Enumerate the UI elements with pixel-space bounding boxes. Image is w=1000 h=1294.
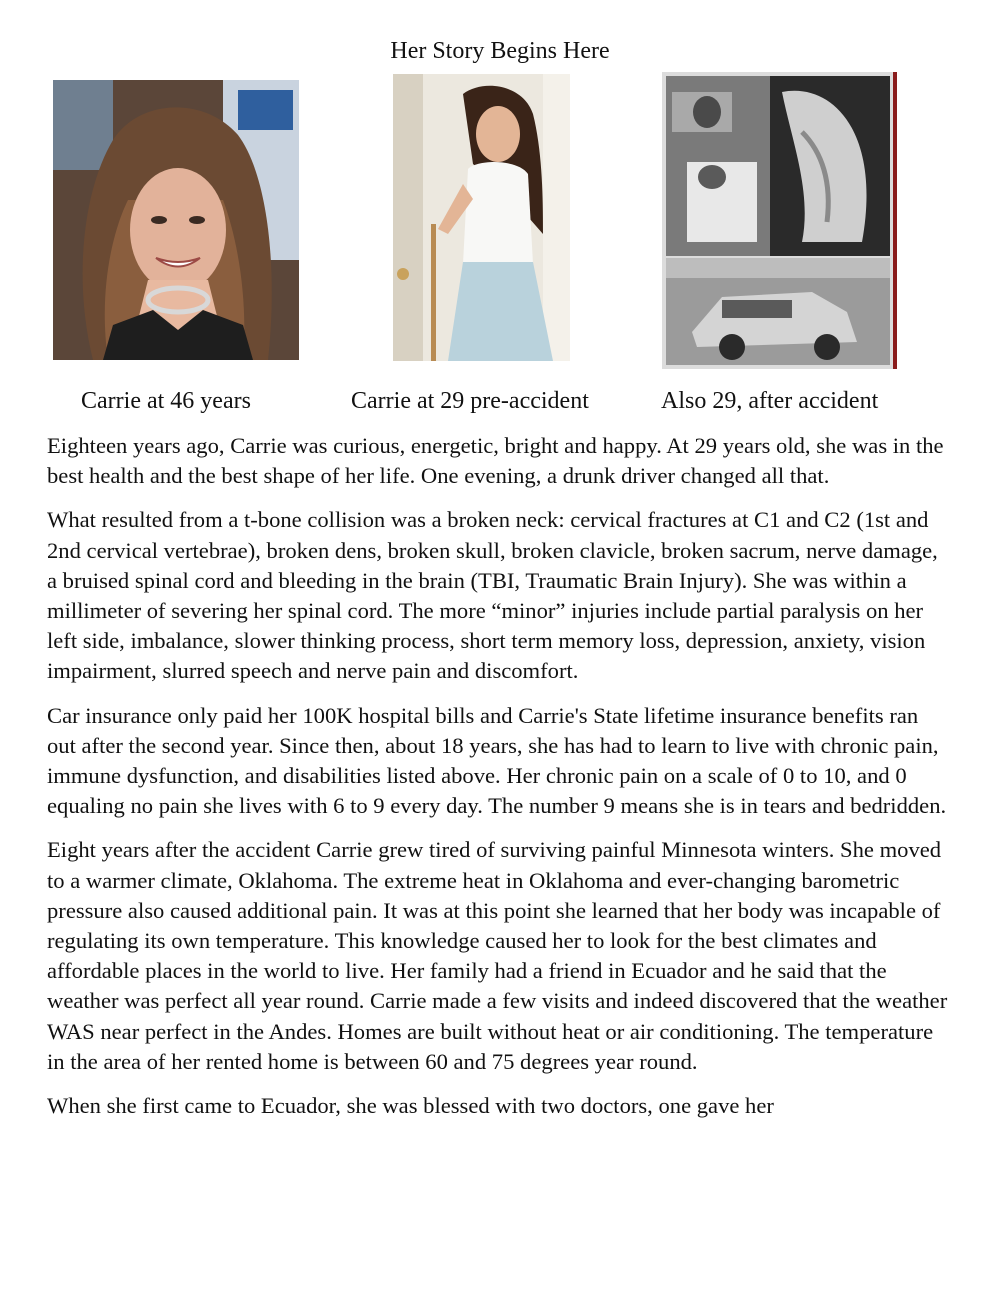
after-accident-collage [662,72,897,369]
paragraph: Eighteen years ago, Carrie was curious, energetic, bright and happy. At 29 years old, she was in the best health and the best shape of her life. One evening, a drunk driver changed all that. [47,433,944,489]
paragraph: What resulted from a t-bone collision was a broken neck: cervical fractures at C1 and C2 (1st and 2nd cervical vertebrae), broken dens, broken skull, broken clavicle, broken sacrum, nerve damage, a bruised spinal cord and bleeding in the brain (TBI, Traumatic Brain Injury). She was within a millimeter of severing her spinal cord. The more “minor” injuries include partial paralysis on her left side, imbalance, slower thinking process, short term memory loss, depression, anxiety, vision impairment, slurred speech and nerve pain and discomfort. [47,507,938,684]
paragraph: Car insurance only paid her 100K hospital bills and Carrie's State lifetime insurance benefits ran out after the second year. Since then, about 18 years, she has had to learn to live with chronic pain, immune dysfunction, and disabilities listed above. Her chronic pain on a scale of 0 to 10, and 0 equaling no pain she lives with 6 to 9 every day. The number 9 means she is in tears and bedridden. [47,702,947,819]
paragraph: Eight years after the accident Carrie grew tired of surviving painful Minnesota winters. She moved to a warmer climate, Oklahoma. The extreme heat in Oklahoma and ever-changing barometric pressure also caused additional pain. It was at this point she learned that her body was incapable of regulating its own temperature. This knowledge caused her to look for the best climates and affordable places in the world to live. Her family had a friend in Ecuador and he said that the weather was perfect all year round. Carrie made a few visits and indeed discovered that the weather WAS near perfect in the Andes. Homes are built without heat or air conditioning. The temperature in the area of her rented home is between 60 and 75 degrees year round. [47,837,948,1074]
caption-photo-1: Carrie at 46 years [81,388,251,414]
page-title: Her Story Begins Here [390,38,610,64]
pre-accident-photo [393,74,570,361]
caption-photo-3: Also 29, after accident [661,388,879,414]
after-accident-collage-image [662,72,897,369]
paragraph: When she first came to Ecuador, she was blessed with two doctors, one gave her [47,1093,774,1119]
caption-photo-2: Carrie at 29 pre-accident [351,388,589,414]
story-body [47,431,952,1135]
portrait-photo-46 [53,80,299,360]
pre-accident-photo-image [393,74,570,361]
portrait-photo-46-image [53,80,299,360]
